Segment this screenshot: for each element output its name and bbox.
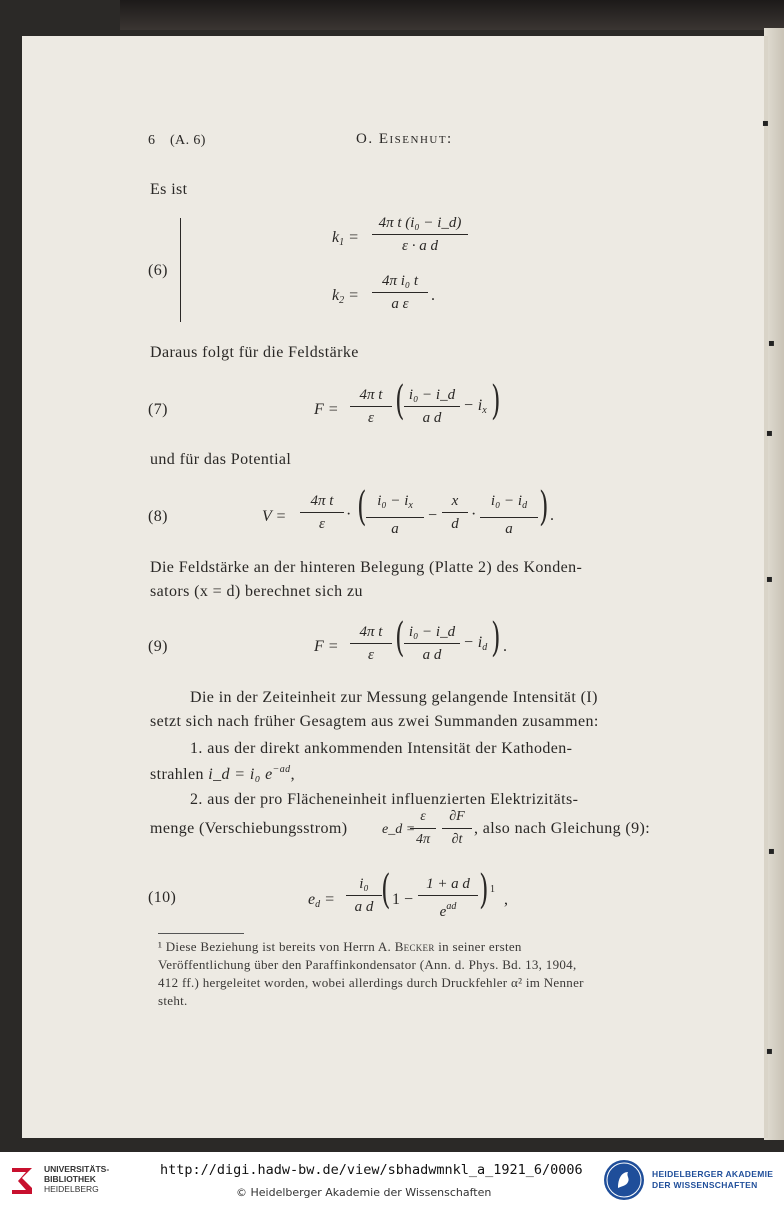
eq7-fraction: $\frac{\text{4π t}}{\varepsilon}$ [350, 384, 392, 429]
eq6-label: (6) [148, 262, 168, 279]
copyright-text: © Heidelberger Akademie der Wissenschaften [236, 1186, 492, 1199]
footnote-line4: steht. [158, 993, 188, 1008]
scan-top-strip [120, 0, 784, 30]
eq6-k1-fraction: $\frac{\text{4π t (i₀ − i\_d)}}{\text{ε · a d}}$ [372, 212, 468, 257]
item2-line1: 2. aus der pro Flächeneinheit influenzierten Elektrizitäts- [190, 791, 579, 808]
university-library-logo-icon [8, 1164, 36, 1198]
eq6-k2-fraction: $\frac{\text{4π i₀ t}}{\text{a ε}}$ [372, 270, 428, 315]
footnote-rule [158, 933, 244, 934]
section-ref: (A. 6) [170, 133, 206, 148]
university-library-name: UNIVERSITÄTS- BIBLIOTHEK HEIDELBERG [44, 1164, 110, 1194]
eq10-inner: 1 − [392, 891, 414, 908]
page-number: 6 [148, 133, 156, 148]
eq9-fraction: $\frac{\text{4π t}}{\varepsilon}$ [350, 621, 392, 666]
item2-line2-text: menge (Verschiebungsstrom) [150, 820, 348, 837]
eq8-label: (8) [148, 508, 168, 525]
text-feldstaerke: Daraus folgt für die Feldstärke [150, 344, 359, 361]
item2-fraction-1: $\frac{\varepsilon}{4\pi}$ [410, 806, 436, 851]
eq7-tail: − $i_x$ [463, 397, 487, 416]
item2-lhs: e_d = [382, 822, 416, 837]
running-head-author: O. Eisenhut: [356, 131, 453, 147]
para2-line2: setzt sich nach früher Gesagtem aus zwei Summanden zusammen: [150, 713, 599, 730]
footnote-line3: 412 ff.) hergeleitet worden, wobei allerdings durch Druckfehler α² im Nenner [158, 975, 584, 990]
item1-line2: strahlen i_d = i₀ $e^{-ad}$, [150, 764, 295, 783]
eq9-lhs: F = [314, 638, 339, 655]
footnote-line1: ¹ Diese Beziehung ist bereits von Herrn A. Becker in seiner ersten [158, 939, 522, 954]
eq8-lhs: V = [262, 508, 287, 525]
eq10-label: (10) [148, 889, 177, 906]
equation-brace [180, 218, 187, 322]
eq10-inner-fraction: 1 + a d $e^{ad}$ [418, 873, 478, 923]
eq9-tail: − $i_d$ [463, 634, 488, 653]
eq6-k1: $k_1$ = [332, 229, 359, 248]
eq7-label: (7) [148, 401, 168, 418]
para1-line2: sators (x = d) berechnet sich zu [150, 583, 363, 600]
eq9-label: (9) [148, 638, 168, 655]
footnote-line2: Veröffentlichung über den Paraffinkondensator (Ann. d. Phys. Bd. 13, 1904, [158, 957, 577, 972]
eq10-lhs: $e_d$ = [308, 891, 335, 910]
eq6-k2: $k_2$ = [332, 287, 359, 306]
eq8-fraction: $\frac{\text{4π t}}{\varepsilon}$ [300, 490, 344, 535]
eq10-footnote-mark: 1 [490, 884, 496, 895]
text-potential: und für das Potential [150, 451, 292, 468]
eq8-fraction-1: $\frac{i_0 - i_x}{a}$ [366, 490, 424, 540]
item2-tail: , also nach Gleichung (9): [474, 820, 651, 837]
item1-line1: 1. aus der direkt ankommenden Intensität der Kathoden- [190, 740, 573, 757]
academy-name: HEIDELBERGER AKADEMIE DER WISSENSCHAFTEN [652, 1169, 774, 1190]
intro-text: Es ist [150, 181, 188, 198]
eq7-lhs: F = [314, 401, 339, 418]
item2-fraction-2: $\frac{\partial F}{\partial t}$ [442, 806, 472, 851]
permalink-url[interactable]: http://digi.hadw-bw.de/view/sbhadwmnkl_a_1921_6/0006 [160, 1162, 583, 1178]
eq7-inner-fraction: $\frac{\text{i₀ − i\_d}}{\text{a d}}$ [404, 384, 460, 429]
eq10-fraction: $\frac{\text{i₀}}{\text{a d}}$ [346, 873, 382, 918]
eq8-fraction-2: $\frac{x}{d}$ [442, 490, 468, 535]
academy-seal-icon [604, 1160, 644, 1200]
eq9-inner-fraction: $\frac{\text{i₀ − i\_d}}{\text{a d}}$ [404, 621, 460, 666]
eq8-fraction-3: $\frac{i_0 - i_d}{a}$ [480, 490, 538, 540]
footer-bar [0, 1152, 784, 1211]
para1-line1: Die Feldstärke an der hinteren Belegung (Platte 2) des Konden- [150, 559, 583, 576]
para2-line1: Die in der Zeiteinheit zur Messung gelangende Intensität (I) [190, 689, 598, 706]
